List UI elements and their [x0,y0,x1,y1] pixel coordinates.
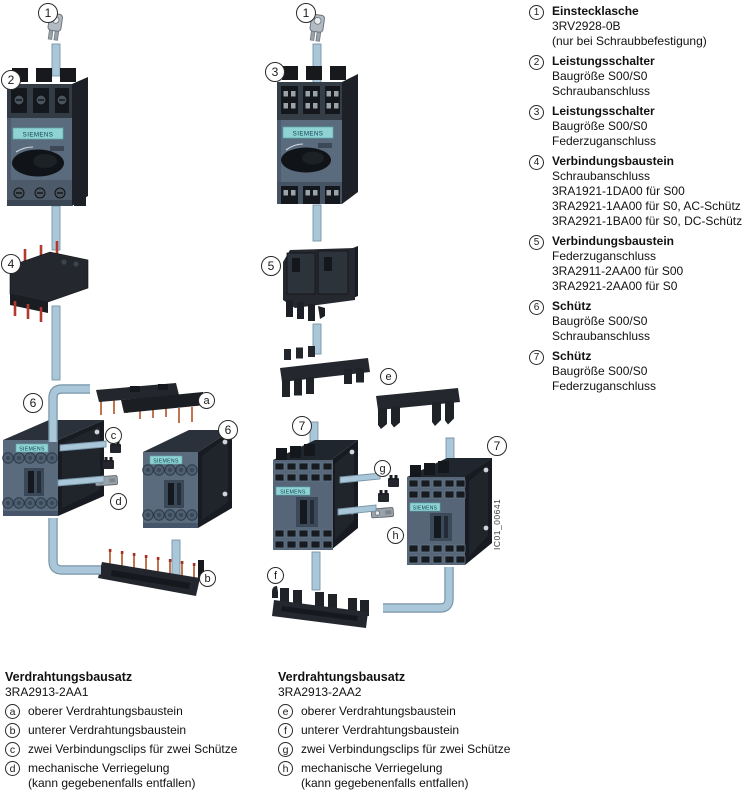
callout-d: d [110,493,127,510]
kit-code: 3RA2913-2AA2 [278,685,362,699]
kit-letter-b: b [5,723,20,738]
kit-line: oberer Verdrahtungsbaustein [28,704,183,718]
siemens-label: SIEMENS [153,458,179,465]
contactor-screw-right [143,430,232,528]
callout-2: 2 [1,70,21,90]
kit-letter-d: d [5,761,20,776]
callout-5: 5 [261,256,281,276]
diagram-middle-group [272,14,492,628]
kit-code: 3RA2913-2AA1 [5,685,89,699]
parts-legend [529,4,755,399]
legend-title: Leistungsschalter [552,54,655,68]
callout-3: 3 [265,62,285,82]
legend-line: (nur bei Schraubbefestigung) [552,34,707,48]
kit-line: mechanische Verriegelung [301,761,443,775]
figure-id-watermark: IC01_00641 [492,498,502,550]
circuit-breaker-screw [7,68,88,206]
kit-item-f [278,723,540,738]
contactor-spring-left [273,440,358,550]
legend-line: Federzuganschluss [552,249,657,263]
legend-item-2 [529,54,755,99]
link-module-screw [10,241,88,322]
circuit-breaker-spring [277,66,358,204]
legend-num-2: 2 [529,55,544,70]
kit-title: Verdrahtungsbausatz [278,670,406,684]
legend-num-6: 6 [529,300,544,315]
link-module-spring [283,246,358,321]
siemens-label: SIEMENS [412,505,438,512]
legend-title: Leistungsschalter [552,104,655,118]
callout-f: f [267,567,284,584]
callout-h: h [387,527,404,544]
kit-letter-h: h [278,761,293,776]
siemens-label: SIEMENS [280,489,306,496]
kit-item-g [278,742,540,757]
legend-item-5 [529,234,755,294]
legend-num-4: 4 [529,155,544,170]
kit-item-c [5,742,267,757]
legend-line: Baugröße S00/S0 [552,364,648,378]
kit-title: Verdrahtungsbausatz [5,670,133,684]
kit-letter-g: g [278,742,293,757]
callout-4: 4 [1,254,21,274]
legend-line: Baugröße S00/S0 [552,119,648,133]
kit-line: (kann gegebenenfalls entfallen) [301,775,469,790]
connecting-clips-middle [378,475,399,502]
kit-line: oberer Verdrahtungsbaustein [301,704,456,718]
wires-front-left [53,389,106,570]
callout-b: b [199,570,216,587]
callout-1-left: 1 [38,3,58,23]
kit-letter-a: a [5,704,20,719]
legend-line: 3RA2921-2AA00 für S0 [552,279,678,293]
kit-line: zwei Verbindungsclips für zwei Schütze [301,742,511,756]
kit-line: zwei Verbindungsclips für zwei Schütze [28,742,238,756]
wiring-kit-legend-left [5,670,267,790]
kit-item-h [278,761,540,790]
legend-title: Verbindungsbaustein [552,154,675,168]
legend-item-6 [529,299,755,344]
legend-num-3: 3 [529,105,544,120]
legend-item-7 [529,349,755,394]
wiring-comb-top-left [96,383,206,423]
callout-g: g [374,460,391,477]
legend-line: Baugröße S00/S0 [552,69,648,83]
callout-1-middle: 1 [296,3,316,23]
legend-line: 3RA1921-1DA00 für S00 [552,184,685,198]
wiring-kit-legend-right [278,670,540,790]
legend-item-3 [529,104,755,149]
legend-item-1 [529,4,755,49]
callout-e: e [380,368,397,385]
callout-6-left: 6 [23,393,43,413]
wiring-comb-bottom-left [98,549,204,596]
contactor-spring-right [407,458,492,565]
legend-line: 3RA2911-2AA00 für S00 [552,264,684,278]
legend-title: Schütz [552,299,592,313]
callout-a: a [198,392,215,409]
legend-line: 3RV2928-0B [552,19,621,33]
legend-item-4 [529,154,755,229]
legend-line: Schraubanschluss [552,329,651,343]
kit-item-a [5,704,267,719]
legend-num-1: 1 [529,5,544,20]
kit-item-d [5,761,267,790]
kit-letter-f: f [278,723,293,738]
kit-item-e [278,704,540,719]
wiring-comb-bottom-middle [272,586,369,628]
kit-item-b [5,723,267,738]
kit-letter-c: c [5,742,20,757]
siemens-label: SIEMENS [19,446,45,453]
legend-num-7: 7 [529,350,544,365]
kit-line: (kann gegebenenfalls entfallen) [28,775,196,790]
legend-title: Schütz [552,349,592,363]
callout-7-right: 7 [487,436,507,456]
callout-6-right: 6 [218,420,238,440]
kit-line: unterer Verdrahtungsbaustein [28,723,187,737]
legend-line: 3RA2921-1BA00 für S0, DC-Schütz [552,214,743,228]
siemens-label: SIEMENS [292,130,324,138]
kit-line: mechanische Verriegelung [28,761,170,775]
legend-line: Schraubanschluss [552,169,651,183]
legend-line: Federzuganschluss [552,379,657,393]
callout-7-left: 7 [292,416,312,436]
siemens-label: SIEMENS [22,131,54,139]
legend-line: Federzuganschluss [552,134,657,148]
callout-c: c [105,427,122,444]
kit-line: unterer Verdrahtungsbaustein [301,723,460,737]
legend-title: Verbindungsbaustein [552,234,675,248]
legend-line: Schraubanschluss [552,84,651,98]
legend-line: 3RA2921-1AA00 für S0, AC-Schütz [552,199,741,213]
legend-title: Einstecklasche [552,4,639,18]
kit-letter-e: e [278,704,293,719]
legend-line: Baugröße S00/S0 [552,314,648,328]
legend-num-5: 5 [529,235,544,250]
